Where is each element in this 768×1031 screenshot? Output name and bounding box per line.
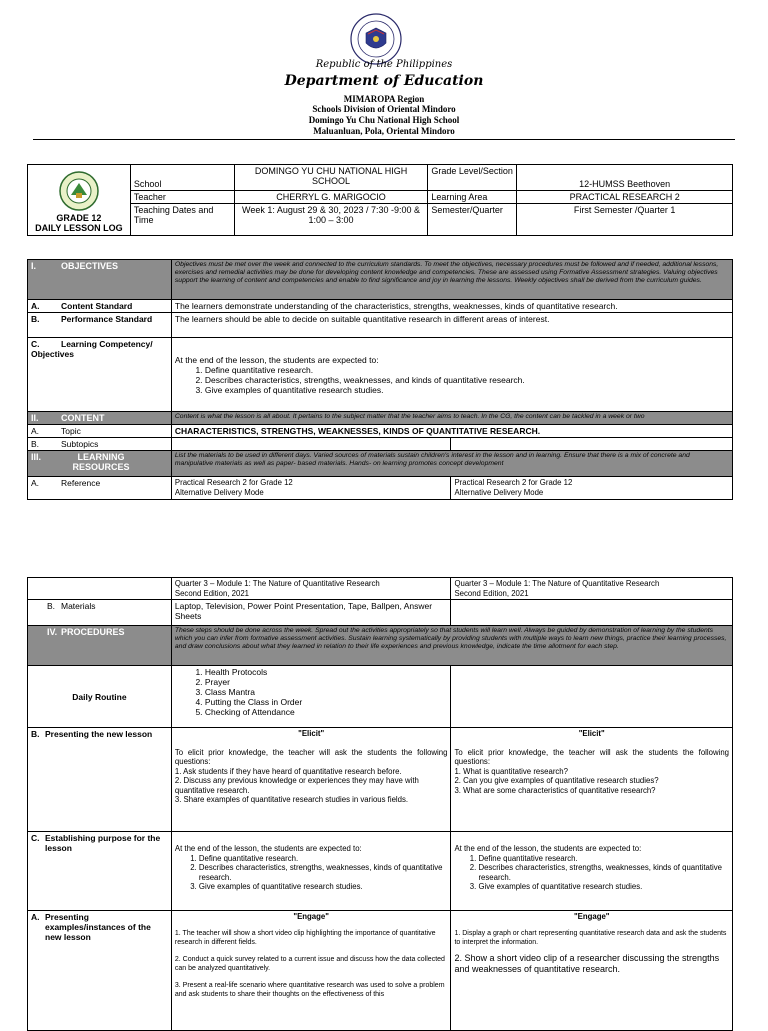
routine-item: 1. Health Protocols [205, 667, 448, 677]
purpose-left: At the end of the lesson, the students are expected to: 1. Define quantitative research. 2. Describes characteristics, strengths, weaknesses, kinds of quantitative research. 3. Give examples of quantitative research studies. [171, 832, 451, 911]
competency-value [171, 338, 732, 412]
engage-right: "Engage" 1. Display a graph or chart representing quantitative research data and ask the students to interpret the information. 2. Show a short video clip of a researcher discussing the strengths and weaknesses of quantitative research. [451, 911, 733, 1031]
competency-label: C. Learning Competency/ Objectives [28, 338, 172, 412]
routine-item: 4. Putting the Class in Order [205, 697, 448, 707]
materials-value: Laptop, Television, Power Point Presentation, Tape, Ballpen, Answer Sheets [171, 600, 451, 626]
topic-label: A. Topic [28, 425, 172, 438]
reference-right: Practical Research 2 for Grade 12 Alternative Delivery Mode [451, 477, 733, 500]
objectives-num: I. [31, 261, 37, 271]
republic-line: Republic of the Philippines [315, 59, 453, 70]
competency-list [175, 365, 729, 395]
learning-area-value: PRACTICAL RESEARCH 2 [517, 191, 733, 204]
address-line: Maluanluan, Pola, Oriental Mindoro [313, 126, 455, 136]
content-standard-label: A. Content Standard [28, 300, 172, 313]
reference-label: A. Reference [28, 477, 172, 500]
lesson-table-page2 [27, 577, 733, 1031]
presenting-label: B. Presenting the new lesson [28, 728, 172, 832]
materials-label: B. Materials [28, 600, 172, 626]
objectives-header [28, 260, 172, 300]
grade-label: GRADE 12 [56, 213, 102, 223]
content-note: Content is what the lesson is all about. It pertains to the subject matter that the teacher aims to teach. In the CG, the content can be tackled in a week or two [171, 412, 732, 425]
objectives-note: Objectives must be met over the week and connected to the curriculum standards. To meet the objectives, necessary procedures must be followed and if needed, additional lessons, exercises and remedial activities may be done for developing content knowledge and competencies. These are assessed using Formative Assessment strategies. Valuing objectives support the learning of content and competencies and enable to find significance and joy in learning the lessons. Weekly objectives shall be derived from the curriculum guides. [171, 260, 732, 300]
header-divider [33, 139, 735, 140]
routine-item: 3. Class Mantra [205, 687, 448, 697]
routine-item: 2. Prayer [205, 677, 448, 687]
engage-left: "Engage" 1. The teacher will show a short video clip highlighting the importance of quantitative research in different fields. 2. Conduct a quick survey related to a current issue and discuss how the data collected can be analyzed quantitatively. 3. Present a real-life scenario where quantitative research was used to solve a problem and ask students to share their thoughts on the effectiveness of this [171, 911, 451, 1031]
competency-item: 3. Give examples of quantitative research studies. [205, 385, 729, 395]
lesson-table-page1 [27, 259, 733, 500]
division-line: Schools Division of Oriental Mindoro [312, 104, 456, 114]
purpose-right: At the end of the lesson, the students are expected to: 1. Define quantitative research. 2. Describes characteristics, strengths, weaknesses, kinds of quantitative research. 3. Give examples of quantitative research studies. [451, 832, 733, 911]
performance-value: The learners should be able to decide on suitable quantitative research in different areas of interest. [171, 313, 732, 338]
procedures-note: These steps should be done across the week. Spread out the activities appropriately so that students will learn well. Always be guided by demonstration of learning by the students which you can infer from formative assessment activities. Sustain learning systematically by providing students with multiple ways to learn new things, practice their learning processes, and draw conclusions about what they learned in relation to their life experiences and previous knowledge, indicate the time allotment for each step. [171, 626, 732, 666]
content-standard-value: The learners demonstrate understanding of the characteristics, strengths, weaknesses, kinds of quantitative research. [171, 300, 732, 313]
dll-label: DAILY LESSON LOG [35, 223, 123, 233]
department-title: Department of Education [284, 73, 484, 89]
info-table [27, 164, 733, 236]
daily-routine-label: Daily Routine [28, 666, 172, 728]
routine-item: 5. Checking of Attendance [205, 707, 448, 717]
dates-label: Teaching Dates and Time [130, 204, 234, 236]
school-logo [59, 171, 99, 211]
elicit-left: "Elicit" To elicit prior knowledge, the teacher will ask the students the following questions: 1. Ask students if they have heard of quantitative research before. 2. Discuss any previous knowledge or experiences they may have with quantitative research. 3. Share examples of quantitative research studies in various fields. [171, 728, 451, 832]
reference-left: Practical Research 2 for Grade 12 Alternative Delivery Mode [171, 477, 451, 500]
subtopics-label: B. Subtopics [28, 438, 172, 451]
resources-header: III. LEARNING RESOURCES [28, 451, 172, 477]
examples-label: A. Presenting examples/instances of the new lesson [28, 911, 172, 1031]
elicit-right: "Elicit" To elicit prior knowledge, the teacher will ask the students the following questions: 1. What is quantitative research? 2. Can you give examples of quantitative research studies? 3. What are some characteristics of quantitative research? [451, 728, 733, 832]
daily-routine-list [171, 666, 451, 728]
materials-right [451, 600, 733, 626]
region-line: MIMAROPA Region [343, 94, 425, 104]
topic-value: CHARACTERISTICS, STRENGTHS, WEAKNESSES, KINDS OF QUANTITATIVE RESEARCH. [171, 425, 732, 438]
daily-routine-right [451, 666, 733, 728]
competency-item: 1. Define quantitative research. [205, 365, 729, 375]
purpose-label: C. Establishing purpose for the lesson [28, 832, 172, 911]
school-logo-cell [28, 165, 131, 236]
school-label: School [130, 165, 234, 191]
objectives-label: OBJECTIVES [61, 261, 119, 271]
content-header: II. CONTENT [28, 412, 172, 425]
semester-value: First Semester /Quarter 1 [517, 204, 733, 236]
competency-item: 2. Describes characteristics, strengths, weaknesses, and kinds of quantitative research. [205, 375, 729, 385]
reference-cont-label [28, 578, 172, 600]
grade-section-value: 12-HUMSS Beethoven [517, 165, 733, 191]
subtopics-value-2 [451, 438, 733, 451]
performance-label: B. Performance Standard [28, 313, 172, 338]
school-line: Domingo Yu Chu National High School [308, 115, 460, 125]
reference-cont-left: Quarter 3 – Module 1: The Nature of Quantitative Research Second Edition, 2021 [171, 578, 451, 600]
competency-intro: At the end of the lesson, the students are expected to: [174, 354, 379, 365]
school-value: DOMINGO YU CHU NATIONAL HIGH SCHOOL [234, 165, 428, 191]
dates-value: Week 1: August 29 & 30, 2023 / 7:30 -9:00 & 1:00 – 3:00 [234, 204, 428, 236]
reference-cont-right: Quarter 3 – Module 1: The Nature of Quantitative Research Second Edition, 2021 [451, 578, 733, 600]
resources-note: List the materials to be used in different days. Varied sources of materials sustain children's interest in the lesson and in learning. Ensure that there is a mix of concrete and manipulative materials as well as paper- based materials. Hands- on learning promotes concept development [171, 451, 732, 477]
procedures-header: IV. PROCEDURES [28, 626, 172, 666]
teacher-label: Teacher [130, 191, 234, 204]
teacher-value: CHERRYL G. MARIGOCIO [234, 191, 428, 204]
semester-label: Semester/Quarter [428, 204, 517, 236]
grade-section-label: Grade Level/Section [428, 165, 517, 191]
learning-area-label: Learning Area [428, 191, 517, 204]
subtopics-value-1 [171, 438, 451, 451]
deped-seal-logo [350, 13, 402, 65]
